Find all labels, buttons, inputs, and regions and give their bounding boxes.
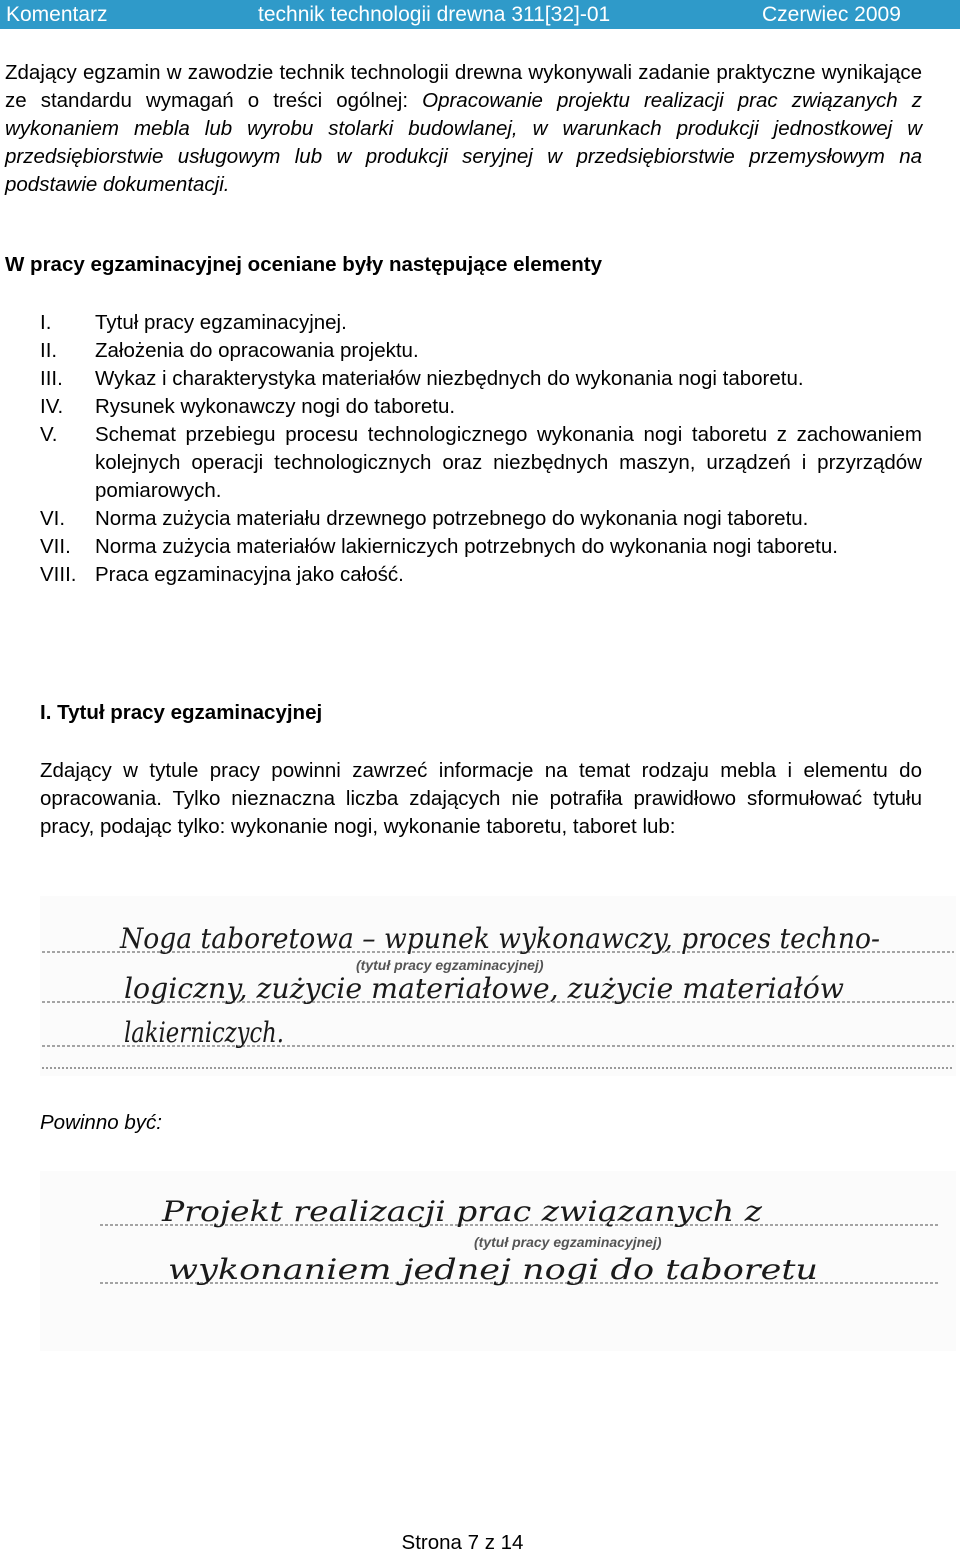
elements-heading: W pracy egzaminacyjnej oceniane były następujące elementy (5, 253, 603, 276)
handwritten-scan-wrong (40, 896, 956, 1076)
item-number: II. (40, 339, 58, 362)
elements-list (40, 309, 922, 589)
list-item (40, 393, 922, 421)
should-be-label: Powinno być: (40, 1111, 162, 1134)
item-number: V. (40, 423, 58, 446)
item-number: I. (40, 311, 52, 334)
list-item (40, 337, 922, 365)
item-text: Tytuł pracy egzaminacyjnej. (95, 311, 347, 334)
intro-paragraph (5, 59, 922, 199)
header-right: Czerwiec 2009 (762, 3, 901, 26)
item-number: VII. (40, 535, 71, 558)
item-text: Rysunek wykonawczy nogi do taboretu. (95, 395, 456, 418)
header-left: Komentarz (6, 3, 108, 26)
handwriting-line: Projekt realizacji prac związanych z (160, 1195, 763, 1228)
intro-lead: Zdający egzamin w zawodzie technik technologii drewna wykonywali zadanie praktyczne wynikające ze standardu wymagań o treści ogólnej: (5, 61, 922, 112)
handwriting-line: wykonaniem jednej nogi do taboretu (168, 1253, 818, 1286)
list-item (40, 365, 922, 393)
item-number: III. (40, 367, 63, 390)
page-footer: Strona 7 z 14 (401, 1531, 524, 1554)
item-number: IV. (40, 395, 64, 418)
section-body: Zdający w tytule pracy powinni zawrzeć informacje na temat rodzaju mebla i elementu do opracowania. Tylko nieznaczna liczba zdających nie potrafiła prawidłowo sformułować tytułu pracy, podając tylko: wykonanie nogi, wykonanie taboretu, taboret lub: (40, 759, 922, 838)
item-text: Norma zużycia materiałów lakierniczych potrzebnych do wykonania nogi taboretu. (95, 535, 838, 558)
item-text: Norma zużycia materiału drzewnego potrzebnego do wykonania nogi taboretu. (95, 507, 809, 530)
list-item (40, 309, 922, 337)
item-number: VIII. (40, 563, 77, 586)
list-item (40, 505, 922, 533)
intro-task: Opracowanie projektu realizacji prac związanych z wykonaniem mebla lub wyrobu stolarki budowlanej, w warunkach produkcji jednostkowej w przedsiębiorstwie usługowym lub w produkcji seryjnej w przedsiębiorstwie przemysłowym na podstawie dokumentacji. (5, 89, 922, 196)
scan-caption: (tytuł pracy egzaminacyjnej) (474, 1234, 662, 1250)
item-text: Wykaz i charakterystyka materiałów niezbędnych do wykonania nogi taboretu. (95, 367, 804, 390)
item-number: VI. (40, 507, 66, 530)
item-text: Praca egzaminacyjna jako całość. (95, 563, 404, 586)
handwriting-line: Noga taboretowa – wpunek wykonawczy, proces techno- (119, 922, 880, 955)
scan-caption: (tytuł pracy egzaminacyjnej) (356, 957, 544, 973)
item-text: Schemat przebiegu procesu technologicznego wykonania nogi taboretu z zachowaniem kolejnych operacji technologicznych oraz niezbędnych maszyn, urządzeń i przyrządów pomiarowych. (95, 423, 922, 502)
list-item (40, 561, 922, 589)
handwriting-line: logiczny, zużycie materiałowe, zużycie materiałów (124, 972, 845, 1005)
handwriting-line: lakierniczych. (124, 1016, 284, 1049)
item-text: Założenia do opracowania projektu. (95, 339, 419, 362)
header-center: technik technologii drewna 311[32]-01 (258, 3, 611, 26)
list-item (40, 533, 922, 561)
list-item (40, 421, 922, 505)
page-header (0, 0, 960, 29)
section-heading: I. Tytuł pracy egzaminacyjnej (40, 701, 323, 724)
handwritten-scan-correct (40, 1171, 956, 1351)
